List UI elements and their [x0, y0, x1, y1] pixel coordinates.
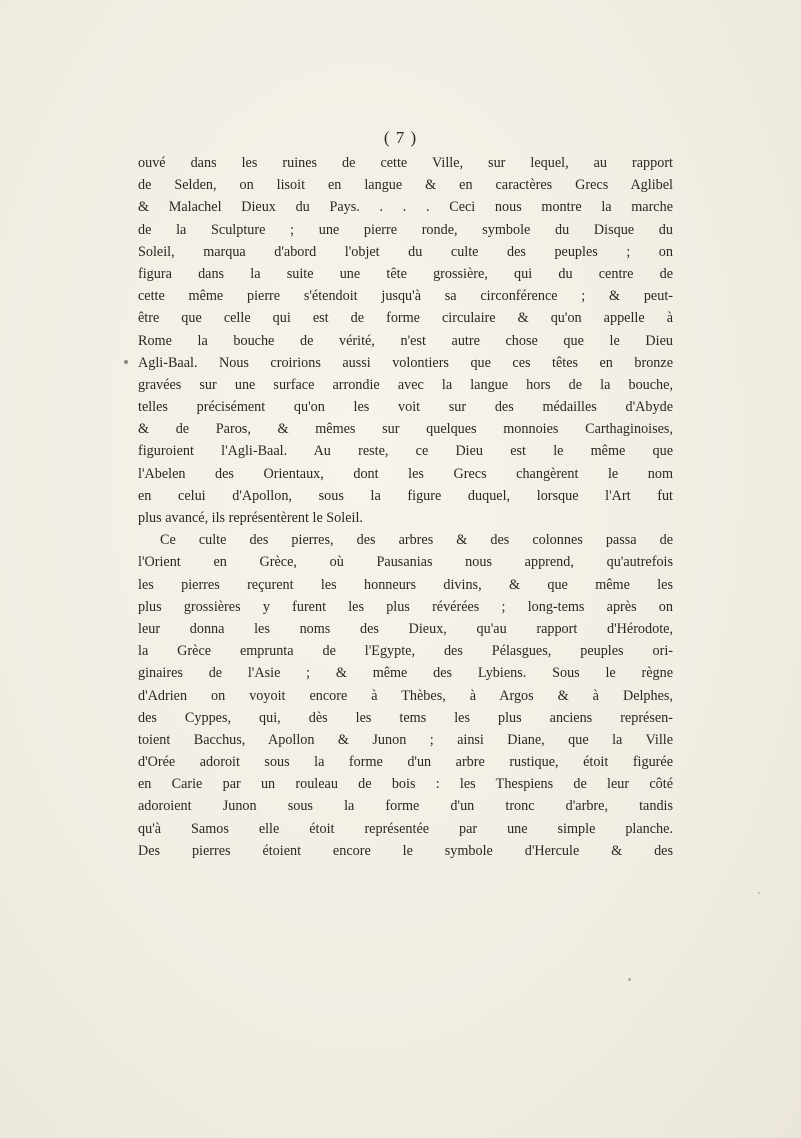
paper-speck	[628, 978, 631, 981]
text-line: ginaires de l'Asie ; & même des Lybiens. Sous le règne	[138, 665, 673, 682]
text-line: leur donna les noms des Dieux, qu'au rapport d'Hérodote,	[138, 620, 673, 637]
text-line: d'Adrien on voyoit encore à Thèbes, à Argos & à Delphes,	[138, 687, 673, 704]
text-line: & de Paros, & mêmes sur quelques monnoies Carthaginoises,	[138, 421, 673, 438]
text-line: l'Orient en Grèce, où Pausanias nous apprend, qu'autrefois	[138, 554, 673, 571]
text-line: les pierres reçurent les honneurs divins, & que même les	[138, 576, 673, 593]
text-line: adoroient Junon sous la forme d'un tronc d'arbre, tandis	[138, 798, 673, 815]
paragraph-end-line: plus avancé, ils représentèrent le Soleil.	[138, 510, 363, 526]
paper-speck	[124, 360, 128, 364]
text-line: de la Sculpture ; une pierre ronde, symbole du Disque du	[138, 221, 673, 238]
text-line: la Grèce emprunta de l'Egypte, des Pélasgues, peuples ori-	[138, 643, 673, 660]
text-line: Des pierres étoient encore le symbole d'Hercule & des	[138, 842, 673, 859]
text-line: en Carie par un rouleau de bois : les Thespiens de leur côté	[138, 776, 673, 793]
text-line: de Selden, on lisoit en langue & en caractères Grecs Aglibel	[138, 177, 673, 194]
text-line: & Malachel Dieux du Pays. . . . Ceci nous montre la marche	[138, 199, 673, 216]
paragraph-start-line: Ce culte des pierres, des arbres & des colonnes passa de	[160, 532, 673, 549]
text-line: d'Orée adoroit sous la forme d'un arbre rustique, étoit figurée	[138, 754, 673, 771]
body-text	[138, 152, 673, 862]
text-line: Soleil, marqua d'abord l'objet du culte des peuples ; on	[138, 243, 673, 260]
text-line: figuroient l'Agli-Baal. Au reste, ce Dieu est le même que	[138, 443, 673, 460]
page-number: ( 7 )	[383, 128, 418, 147]
text-line: gravées sur une surface arrondie avec la langue hors de la bouche,	[138, 376, 673, 393]
text-line: en celui d'Apollon, sous la figure duquel, lorsque l'Art fut	[138, 487, 673, 504]
text-line: figura dans la suite une tête grossière, qui du centre de	[138, 265, 673, 282]
text-line: toient Bacchus, Apollon & Junon ; ainsi Diane, que la Ville	[138, 731, 673, 748]
text-line: Agli-Baal. Nous croirions aussi volontiers que ces têtes en bronze	[138, 354, 673, 371]
text-line: Rome la bouche de vérité, n'est autre chose que le Dieu	[138, 332, 673, 349]
text-line: cette même pierre s'étendoit jusqu'à sa circonférence ; & peut-	[138, 288, 673, 305]
text-line: l'Abelen des Orientaux, dont les Grecs changèrent le nom	[138, 465, 673, 482]
text-line: être que celle qui est de forme circulaire & qu'on appelle à	[138, 310, 673, 327]
text-line: ouvé dans les ruines de cette Ville, sur lequel, au rapport	[138, 155, 673, 171]
text-line: plus grossières y furent les plus révérées ; long-tems après on	[138, 598, 673, 615]
text-line: des Cyppes, qui, dès les tems les plus anciens représen-	[138, 709, 673, 726]
paper-speck	[758, 892, 760, 894]
text-line: qu'à Samos elle étoit représentée par une simple planche.	[138, 820, 673, 837]
text-line: telles précisément qu'on les voit sur des médailles d'Abyde	[138, 399, 673, 416]
